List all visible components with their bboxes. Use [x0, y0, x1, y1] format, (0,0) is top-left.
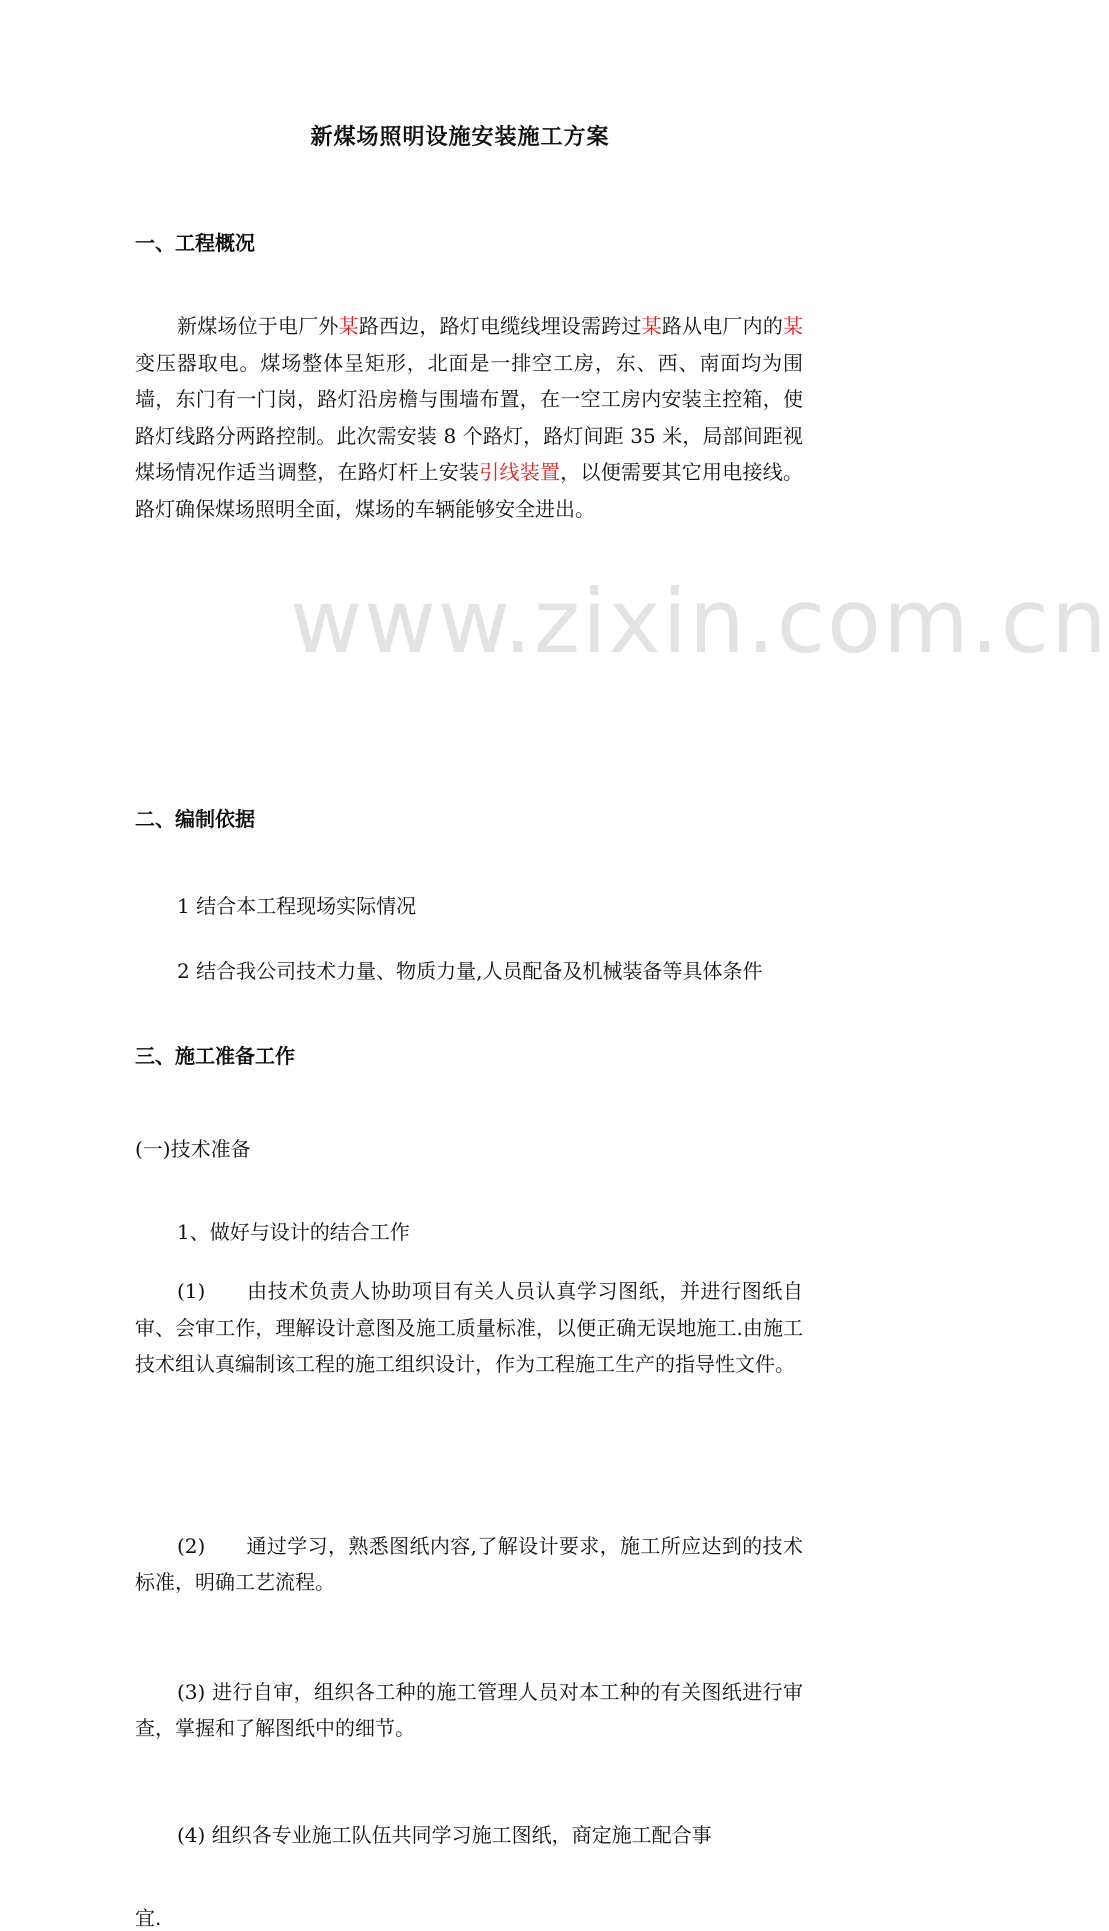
watermark: www.zixin.com.cn	[290, 570, 1109, 673]
basis-item: 1 结合本工程现场实际情况	[177, 894, 417, 918]
section-heading-basis: 二、编制依据	[135, 807, 255, 831]
overview-text: 路西边，路灯电缆线埋设需跨过	[358, 314, 642, 338]
prep-paragraph-1: (1) 由技术负责人协助项目有关人员认真学习图纸，并进行图纸自审、会审工作，理解设计意图及施工质量标准，以便正确无误地施工.由施工技术组认真编制该工程的施工组织设计，作为工程施工生产的指导性文件。	[135, 1279, 803, 1376]
overview-text: 路从电厂内的	[661, 314, 784, 338]
section-heading-preparation: 三、施工准备工作	[135, 1044, 295, 1068]
overview-text: ，以便需要其它用电接线。路灯确保煤场照明全面，煤场的车辆能够安全进出。	[135, 460, 803, 521]
highlight-text: 某	[641, 314, 662, 338]
highlight-text: 引线装置	[479, 460, 561, 484]
basis-item: 2 结合我公司技术力量、物质力量,人员配备及机械装备等具体条件	[177, 959, 763, 983]
subsection-heading: (一)技术准备	[135, 1137, 251, 1161]
overview-text: 变压器取电。煤场整体呈矩形，北面是一排空工房，东、西、南面均为围墙，东门有一门岗，路灯沿房檐与围墙布置，在一空工房内安装主控箱，使路灯线路分两路控制。此次需安装 8 个路灯，路灯间距 35 米，局部间距视煤场情况作适当调整，在路灯杆上安装	[135, 350, 803, 484]
highlight-text: 某	[783, 314, 804, 338]
prep-paragraph-4-end: 宜.	[135, 1905, 162, 1930]
document-title: 新煤场照明设施安装施工方案	[310, 124, 610, 150]
prep-paragraph-3: (3) 进行自审，组织各工种的施工管理人员对本工种的有关图纸进行审查，掌握和了解图纸中的细节。	[135, 1679, 803, 1740]
overview-paragraph	[135, 308, 803, 527]
section-heading-overview: 一、工程概况	[135, 231, 255, 255]
sub-item-heading: 1、做好与设计的结合工作	[177, 1220, 410, 1244]
prep-paragraph-4: (4) 组织各专业施工队伍共同学习施工图纸，商定施工配合事	[177, 1822, 712, 1847]
highlight-text: 某	[338, 314, 359, 338]
prep-paragraph-2: (2) 通过学习，熟悉图纸内容,了解设计要求，施工所应达到的技术标准，明确工艺流程。	[135, 1533, 803, 1594]
overview-text: 新煤场位于电厂外	[177, 314, 339, 338]
